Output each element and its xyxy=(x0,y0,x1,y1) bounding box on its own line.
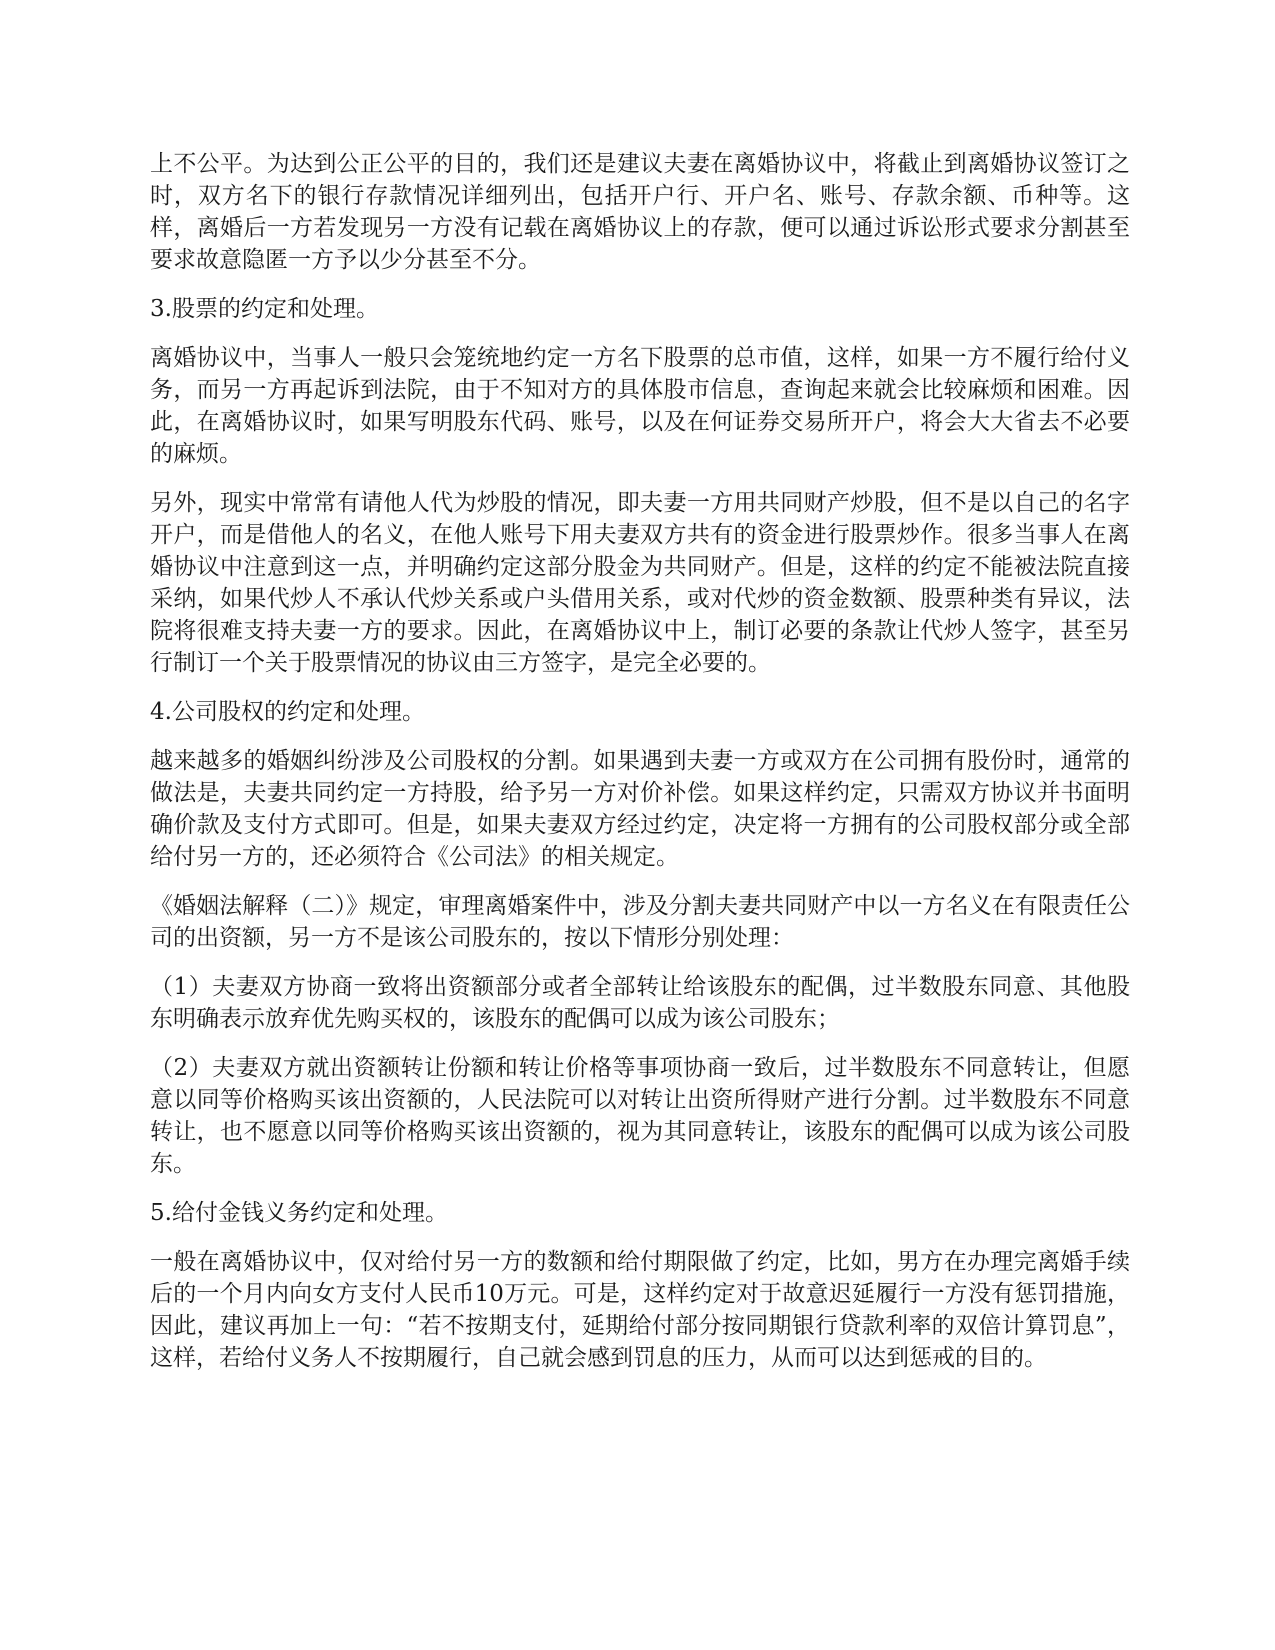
section-heading: 4.公司股权的约定和处理。 xyxy=(150,699,425,725)
paragraph: 上不公平。为达到公正公平的目的，我们还是建议夫妻在离婚协议中，将截止到离婚协议签订之时，双方名下的银行存款情况详细列出，包括开户行、开户名、账号、存款余额、币种等。这样，离婚后一方若发现另一方没有记载在离婚协议上的存款，便可以通过诉讼形式要求分割甚至要求故意隐匿一方予以少分甚至不分。 xyxy=(150,151,1130,273)
paragraph: 越来越多的婚姻纠纷涉及公司股权的分割。如果遇到夫妻一方或双方在公司拥有股份时，通常的做法是，夫妻共同约定一方持股，给予另一方对价补偿。如果这样约定，只需双方协议并书面明确价款及支付方式即可。但是，如果夫妻双方经过约定，决定将一方拥有的公司股权部分或全部给付另一方的，还必须符合《公司法》的相关规定。 xyxy=(150,748,1130,870)
paragraph: 另外，现实中常常有请他人代为炒股的情况，即夫妻一方用共同财产炒股，但不是以自己的名字开户，而是借他人的名义，在他人账号下用夫妻双方共有的资金进行股票炒作。很多当事人在离婚协议中注意到这一点，并明确约定这部分股金为共同财产。但是，这样的约定不能被法院直接采纳，如果代炒人不承认代炒关系或户头借用关系，或对代炒的资金数额、股票种类有异议，法院将很难支持夫妻一方的要求。因此，在离婚协议中上，制订必要的条款让代炒人签字，甚至另行制订一个关于股票情况的协议由三方签字，是完全必要的。 xyxy=(150,490,1130,676)
paragraph: 一般在离婚协议中，仅对给付另一方的数额和给付期限做了约定，比如，男方在办理完离婚手续后的一个月内向女方支付人民币10万元。可是，这样约定对于故意迟延履行一方没有惩罚措施，因此，建议再加上一句：“若不按期支付，延期给付部分按同期银行贷款利率的双倍计算罚息”，这样，若给付义务人不按期履行，自己就会感到罚息的压力，从而可以达到惩戒的目的。 xyxy=(150,1249,1130,1371)
paragraph: 离婚协议中，当事人一般只会笼统地约定一方名下股票的总市值，这样，如果一方不履行给付义务，而另一方再起诉到法院，由于不知对方的具体股市信息，查询起来就会比较麻烦和困难。因此，在离婚协议时，如果写明股东代码、账号，以及在何证券交易所开户，将会大大省去不必要的麻烦。 xyxy=(150,345,1130,467)
list-item: （2）夫妻双方就出资额转让份额和转让价格等事项协商一致后，过半数股东不同意转让，但愿意以同等价格购买该出资额的，人民法院可以对转让出资所得财产进行分割。过半数股东不同意转让，也不愿意以同等价格购买该出资额的，视为其同意转让，该股东的配偶可以成为该公司股东。 xyxy=(150,1055,1130,1177)
list-item: （1）夫妻双方协商一致将出资额部分或者全部转让给该股东的配偶，过半数股东同意、其他股东明确表示放弃优先购买权的，该股东的配偶可以成为该公司股东； xyxy=(150,974,1130,1032)
paragraph: 《婚姻法解释（二）》规定，审理离婚案件中，涉及分割夫妻共同财产中以一方名义在有限责任公司的出资额，另一方不是该公司股东的，按以下情形分别处理： xyxy=(150,893,1130,951)
section-heading: 5.给付金钱义务约定和处理。 xyxy=(150,1200,448,1226)
document-body xyxy=(150,148,1130,1391)
section-heading: 3.股票的约定和处理。 xyxy=(150,296,379,322)
